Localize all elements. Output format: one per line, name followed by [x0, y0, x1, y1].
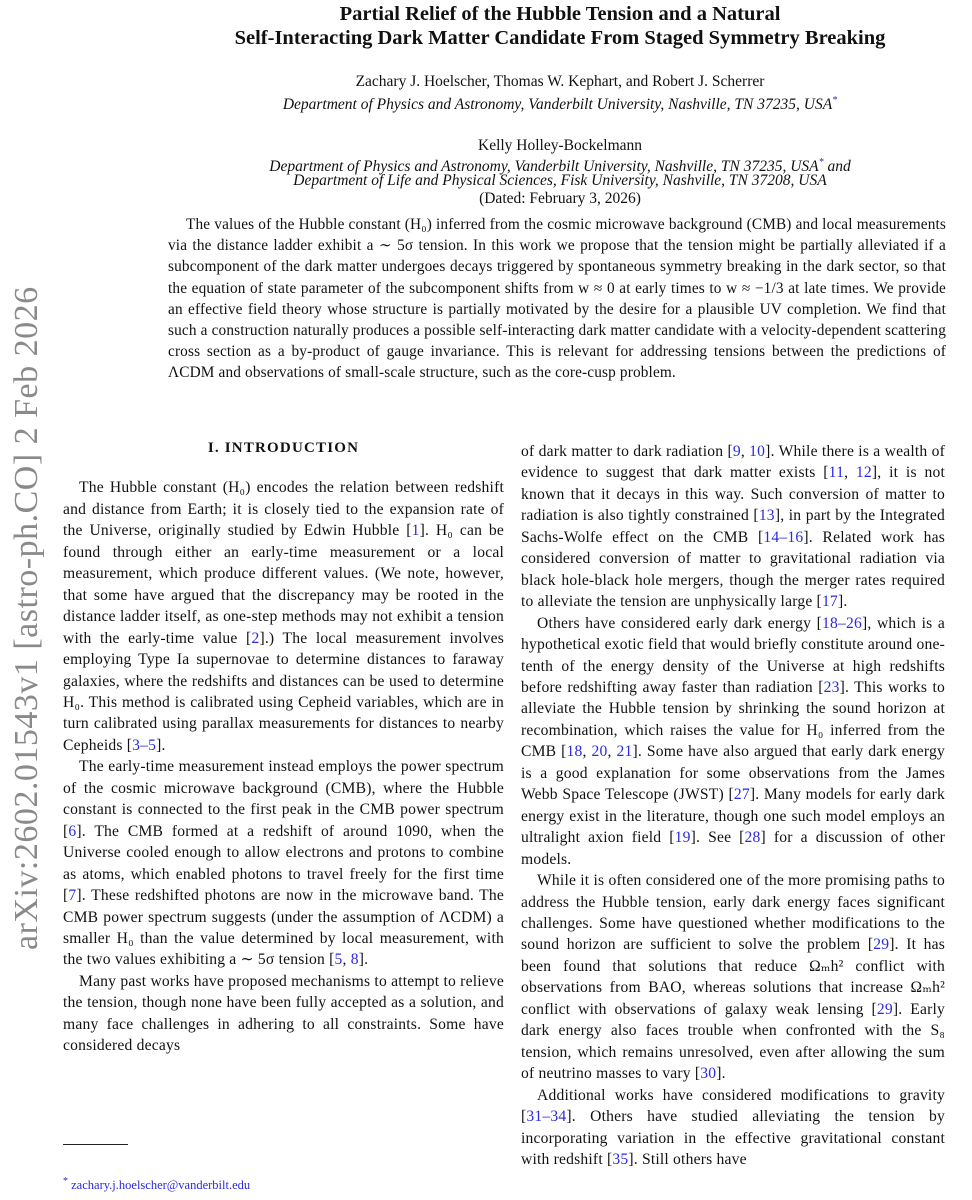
paragraph: Others have considered early dark energy [18–26], which is a hypothetical exotic field that would briefly constitute around one-tenth of the energy density of the Universe at high redshifts before redshifting away faster than radiation [23]. This works to alleviate the Hubble tension by shrinking the sound horizon at recombination, which raises the value for H₀ inferred from the CMB [18, 20, 21]. Some have also argued that early dark energy is a good explanation for some observations from the James Webb Space Telescope (JWST) [27]. Many models for early dark energy exist in the literature, though one such model employs an ultralight axion field [19]. See [28] for a discussion of other models.: [521, 614, 946, 868]
citation-link[interactable]: 35: [612, 1150, 629, 1168]
footnote-link[interactable]: *: [818, 157, 824, 168]
affiliation-text: Department of Physics and Astronomy, Vanderbilt University, Nashville, TN 37235, USA: [282, 96, 833, 114]
footnote: [63, 1176, 250, 1193]
paragraph: Additional works have considered modifications to gravity [31–34]. Others have studied alleviating the tension by incorporating variation in the effective gravitational constant with redshift [35]. Still others have: [521, 1086, 945, 1168]
citation-link[interactable]: 28: [744, 829, 761, 847]
affiliation-and: and: [823, 158, 851, 176]
citation-link[interactable]: 11: [828, 464, 845, 482]
affiliation-text: Department of Physics and Astronomy, Vanderbilt University, Nashville, TN 37235, USA: [269, 158, 819, 176]
citation-link[interactable]: 10: [749, 443, 766, 460]
citation-link[interactable]: 12: [855, 464, 872, 482]
citation-link[interactable]: 20: [591, 743, 608, 761]
left-column: [63, 438, 504, 1057]
right-column: [521, 441, 945, 1170]
paragraph: The Hubble constant (H₀) encodes the relation between redshift and distance from Earth; it is closely tied to the expansion rate of the Universe, originally studied by Edwin Hubble [1]. H₀ can be found through either an early-time measurement or a local measurement, which produce different values. (We note, however, that some have argued that the discrepancy may be rooted in the distance ladder itself, as one-step methods may not exhibit a tension with the early-time value [2].) The local measurement involves employing Type Ia supernovae to determine distances to faraway galaxies, where the redshifts and distances can be used to determine H₀. This method is calibrated using Cepheid variables, which are in turn calibrated using parallax measurements for distances to nearby Cepheids [3–5].: [63, 479, 504, 754]
citation-link[interactable]: 14–16: [763, 528, 804, 546]
citation-link[interactable]: 1: [411, 522, 420, 540]
citation-link[interactable]: 5: [334, 951, 343, 969]
citation-link[interactable]: 18–26: [821, 614, 862, 632]
authors: Zachary J. Hoelscher, Thomas W. Kephart, and Robert J. Scherrer: [355, 73, 765, 90]
paragraph: of dark matter to dark radiation [9, 10]. While there is a wealth of evidence to suggest that dark matter exists [11, 12], it is not known that it decays in this way. Such conversion of matter to radiation is also tightly constrained [13], in part by the Integrated Sachs-Wolfe effect on the CMB [14–16]. Related work has considered conversion of matter to gravitational radiation via black hole-black hole mergers, though the merger rates required to alleviate the tension are unphysically large [17].: [521, 443, 945, 611]
affiliation: [120, 91, 972, 115]
citation-link[interactable]: 19: [674, 829, 691, 847]
footnote-mark: *: [63, 1176, 68, 1187]
abstract: The values of the Hubble constant (H₀) inferred from the cosmic microwave background (CMB) and local measurements via the distance ladder exhibit a ∼ 5σ tension. In this work we propose that the tension might be partially alleviated if a subcomponent of the dark matter undergoes decays triggered by spontaneous symmetry breaking in the dark sector, so that the equation of state parameter of the subcomponent shifts from w ≈ 0 at early times to w ≈ −1/3 at late times. We provide an effective field theory whose structure is partially motivated by the desire for a plausible UV completion. We find that such a construction naturally produces a possible self-interacting dark matter candidate with a velocity-dependent scattering cross section as a by-product of gauge invariance. This is relevant for addressing tensions between the predictions of ΛCDM and observations of small-scale structure, such as the core-cusp problem.: [168, 216, 946, 382]
citation-link[interactable]: 3–5: [132, 736, 157, 754]
paragraph: While it is often considered one of the more promising paths to address the Hubble tension, early dark energy faces significant challenges. Some have questioned whether modifications to the sound horizon are sufficient to solve the problem [29]. It has been found that solutions that reduce Ωₘh² conflict with observations from BAO, whereas solutions that increase Ωₘh² conflict with observations of galaxy weak lensing [29]. Early dark energy also faces trouble when confronted with the S₈ tension, which remains unresolved, even after allowing the sum of neutrino masses to vary [30].: [521, 872, 946, 1083]
email-link[interactable]: zachary.j.hoelscher@vanderbilt.edu: [71, 1178, 251, 1193]
affiliation: Department of Life and Physical Sciences, Fisk University, Nashville, TN 37208, USA: [293, 172, 827, 189]
citation-link[interactable]: 29: [876, 1000, 893, 1018]
arxiv-stamp: arXiv:2602.01543v1 [astro-ph.CO] 2 Feb 2026: [8, 286, 45, 950]
citation-link[interactable]: 6: [68, 822, 77, 840]
footnote-link[interactable]: *: [832, 95, 838, 106]
section-heading: I. INTRODUCTION: [207, 440, 360, 456]
citation-link[interactable]: 18: [566, 743, 583, 761]
citation-link[interactable]: 30: [700, 1065, 717, 1083]
title-line: Partial Relief of the Hubble Tension and a Natural: [339, 3, 781, 25]
citation-link[interactable]: 13: [758, 507, 775, 525]
date: (Dated: February 3, 2026): [479, 190, 641, 207]
citation-link[interactable]: 8: [350, 951, 359, 969]
citation-link[interactable]: 17: [821, 593, 838, 611]
citation-link[interactable]: 27: [733, 786, 750, 804]
footnote-rule: [63, 1144, 128, 1145]
citation-link[interactable]: 2: [251, 629, 260, 647]
citation-link[interactable]: 29: [873, 936, 890, 954]
paper-title: [120, 2, 972, 50]
title-line: Self-Interacting Dark Matter Candidate From Staged Symmetry Breaking: [234, 27, 886, 49]
citation-link[interactable]: 23: [823, 678, 840, 696]
paragraph: Many past works have proposed mechanisms to attempt to relieve the tension, though none have been fully accepted as a solution, and many face challenges in adhering to all constraints. Some have considered decays: [63, 972, 504, 1055]
citation-link[interactable]: 31–34: [526, 1108, 567, 1126]
citation-link[interactable]: 9: [732, 443, 741, 460]
citation-link[interactable]: 21: [616, 743, 633, 761]
citation-link[interactable]: 7: [68, 887, 77, 905]
author: Kelly Holley-Bockelmann: [478, 137, 642, 154]
paragraph: The early-time measurement instead employs the power spectrum of the cosmic microwave background (CMB), where the Hubble constant is connected to the first peak in the CMB power spectrum [6]. The CMB formed at a redshift of around 1090, when the Universe cooled enough to allow electrons and protons to combine as atoms, which enabled photons to travel freely for the first time [7]. These redshifted photons are now in the microwave band. The CMB power spectrum suggests (under the assumption of ΛCDM) a smaller H₀ than the value determined by local measurement, with the two values exhibiting a ∼ 5σ tension [5, 8].: [63, 758, 504, 969]
